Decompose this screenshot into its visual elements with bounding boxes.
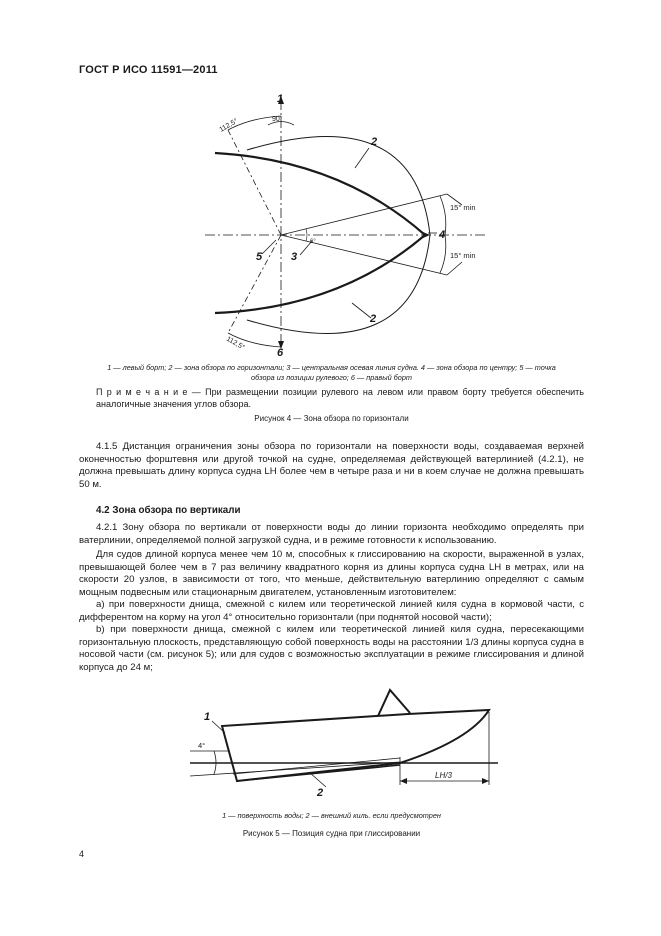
fig5-angle-4: 4°: [198, 741, 206, 750]
label-2-bottom: 2: [370, 313, 377, 325]
label-5: 5: [256, 251, 263, 263]
fig5-label-2: 2: [317, 787, 324, 799]
document-header: ГОСТ Р ИСО 11591—2011: [79, 64, 218, 76]
section-heading-4-2: 4.2 Зона обзора по вертикали: [96, 505, 241, 516]
angle-90: 90°: [272, 116, 283, 123]
label-1: 1: [277, 93, 284, 105]
angle-15-bottom: 15° min: [450, 251, 476, 260]
angle-15-top: 15° min: [450, 203, 476, 212]
figure-4-note: П р и м е ч а н и е — При размещении позиции рулевого на левом или правом борту требуется обеспечить аналогичные значения углов обзора.: [96, 387, 584, 409]
figure-4-legend: 1 — левый борт; 2 — зона обзора по горизонтали; 3 — центральная осевая линия судна. 4 — зона обзора по центру; 5 — точка обзора из позиции рулевого; 6 — правый борт: [107, 363, 556, 382]
fig5-label-1: 1: [204, 711, 211, 723]
label-2-top: 2: [371, 136, 378, 148]
angle-112-bottom: 112,5°: [225, 335, 246, 352]
angle-6: 6°: [310, 239, 316, 245]
figure-4-caption: Рисунок 4 — Зона обзора по горизонтали: [254, 414, 409, 423]
figure-5-legend: 1 — поверхность воды; 2 — внешний киль. если предусмотрен: [222, 811, 441, 820]
paragraph-4-1-5: 4.1.5 Дистанция ограничения зоны обзора по горизонтали на поверхности воды, создаваемая верхней оконечностью форштевня или другой точкой на судне, определяемая действующей ватерлинией (4.2.1), не должна превышать длину корпуса судна LH более чем в четыре раза и ни в коем случае не должна превышать 50 м.: [79, 441, 584, 490]
figure-5-caption: Рисунок 5 — Позиция судна при глиссировании: [242, 829, 421, 838]
page-number: 4: [79, 849, 85, 859]
boat-windshield: [378, 690, 410, 716]
label-6: 6: [277, 347, 284, 359]
label-4: 4: [439, 229, 446, 241]
angle-112-top: 112,5°: [218, 117, 240, 134]
fig5-lh3: LH/3: [435, 771, 452, 780]
body-paragraphs: 4.2.1 Зону обзора по вертикали от поверхности воды до линии горизонта необходимо определять при ватерлинии, определяемой полной загрузкой судна, и в режиме готовности к использованию. Для судов длиной корпуса менее чем 10 м, способных к глиссированию на скорости, выраженной в узлах, превышающей более чем в 7 раз величину квадратного корня из длины корпуса судна LH в метрах, или на скорости 20 узлов, в зависимости от того, что меньше, действительную ватерлинию определяют с самым мощным подвесным или стационарным двигателем, установленным изготовителем: а) при поверхности днища, смежной с килем или теоретической линией киля судна в кормовой части, с дифферентом на корму на угол 4° относительно горизонтали (при поднятой носовой части); b) при поверхности днища, смежной с килем или теоретической линией киля судна, пересекающими горизонтальную плоскость, представляющую собой поверхность воды на расстоянии 1/3 длины корпуса судна в носовой части (см. рисунок 5); или для судов с возможностью эксплуатации в режиме глиссирования и длиной корпуса до 24 м;: [79, 522, 584, 673]
label-3: 3: [291, 251, 298, 263]
